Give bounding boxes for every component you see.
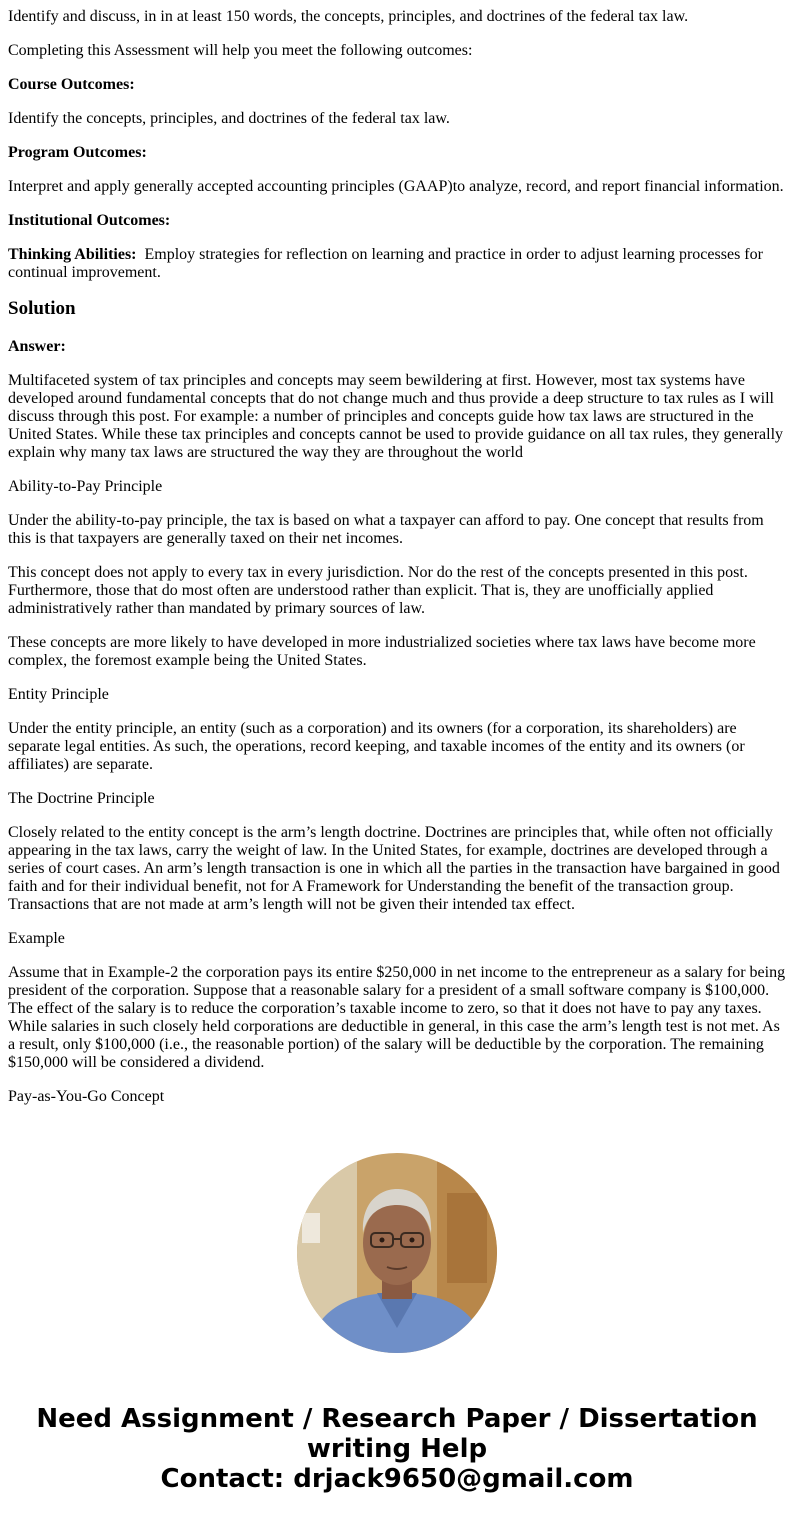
thinking-abilities-text: Employ strategies for reflection on learning and practice in order to adjust learning processes for continual improvement. bbox=[8, 246, 767, 281]
solution-paragraph: Under the ability-to-pay principle, the tax is based on what a taxpayer can afford to pay. One concept that results from this is that taxpayers are generally taxed on their net incomes. bbox=[8, 512, 764, 547]
thinking-abilities-label: Thinking Abilities: bbox=[8, 246, 137, 263]
solution-paragraph: This concept does not apply to every tax in every jurisdiction. Nor do the rest of the concepts presented in this post. Furthermore, those that do most often are understood rather than explicit. That is, they are unofficially applied administratively rather than mandated by primary sources of law. bbox=[8, 564, 748, 617]
assessment-intro: Completing this Assessment will help you meet the following outcomes: bbox=[8, 42, 473, 59]
solution-paragraph: Closely related to the entity concept is the arm’s length doctrine. Doctrines are principles that, while often not officially appearing in the tax laws, carry the weight of law. In the United States, for example, doctrines are developed through a series of court cases. An arm’s length transaction is one in which all the parties in the transaction have bargained in good faith and for their individual benefit, not for A Framework for Understanding the benefit of the transaction group. Transactions that are not made at arm’s length will not be given their intended tax effect. bbox=[8, 824, 780, 913]
program-outcomes-heading: Program Outcomes: bbox=[8, 144, 147, 161]
solution-heading: Solution bbox=[8, 298, 76, 319]
section-title-example: Example bbox=[8, 930, 65, 947]
solution-paragraph: Under the entity principle, an entity (such as a corporation) and its owners (for a corporation, its shareholders) are separate legal entities. As such, the operations, record keeping, and taxable incomes of the entity and its owners (or affiliates) are separate. bbox=[8, 720, 745, 773]
course-outcomes-heading: Course Outcomes: bbox=[8, 76, 135, 93]
author-photo bbox=[297, 1153, 497, 1353]
program-outcomes-text: Interpret and apply generally accepted accounting principles (GAAP)to analyze, record, and report financial information. bbox=[8, 178, 784, 195]
institutional-outcomes-heading: Institutional Outcomes: bbox=[8, 212, 171, 229]
banner-line-2: writing Help bbox=[306, 1434, 488, 1464]
section-title-entity-principle: Entity Principle bbox=[8, 686, 109, 703]
solution-paragraph: Multifaceted system of tax principles and concepts may seem bewildering at first. However, most tax systems have developed around fundamental concepts that do not change much and thus provide a deep structure to tax rules as I will discuss through this post. For example: a number of principles and concepts guide how tax laws are structured in the United States. While these tax principles and concepts cannot be used to provide guidance on all tax rules, they generally explain why many tax laws are structured the way they are throughout the world bbox=[8, 372, 784, 461]
section-title-doctrine-principle: The Doctrine Principle bbox=[8, 790, 155, 807]
question-prompt: Identify and discuss, in in at least 150 words, the concepts, principles, and doctrines of the federal tax law. bbox=[8, 8, 689, 25]
thinking-abilities bbox=[8, 246, 788, 282]
solution-paragraph: Assume that in Example-2 the corporation pays its entire $250,000 in net income to the entrepreneur as a salary for being president of the corporation. Suppose that a reasonable salary for a president of a small software company is $100,000. The effect of the salary is to reduce the corporation’s taxable income to zero, so that it does not have to pay any taxes. While salaries in such closely held corporations are deductible in general, in this case the arm’s length test is not met. As a result, only $100,000 (i.e., the reasonable portion) of the salary will be deductible by the corporation. The remaining $150,000 will be considered a dividend. bbox=[8, 964, 786, 1071]
course-outcomes-text: Identify the concepts, principles, and doctrines of the federal tax law. bbox=[8, 110, 450, 127]
solution-paragraph: These concepts are more likely to have developed in more industrialized societies where tax laws have become more complex, the foremost example being the United States. bbox=[8, 634, 756, 669]
author-portrait bbox=[297, 1153, 497, 1353]
contact-banner bbox=[0, 1404, 794, 1494]
section-title-ability-to-pay: Ability-to-Pay Principle bbox=[8, 478, 163, 495]
banner-line-1: Need Assignment / Research Paper / Dissertation bbox=[36, 1404, 758, 1434]
document-body bbox=[8, 8, 788, 1122]
section-title-pay-as-you-go: Pay-as-You-Go Concept bbox=[8, 1088, 165, 1105]
answer-label: Answer: bbox=[8, 338, 66, 355]
banner-contact-email: Contact: drjack9650@gmail.com bbox=[160, 1464, 634, 1494]
